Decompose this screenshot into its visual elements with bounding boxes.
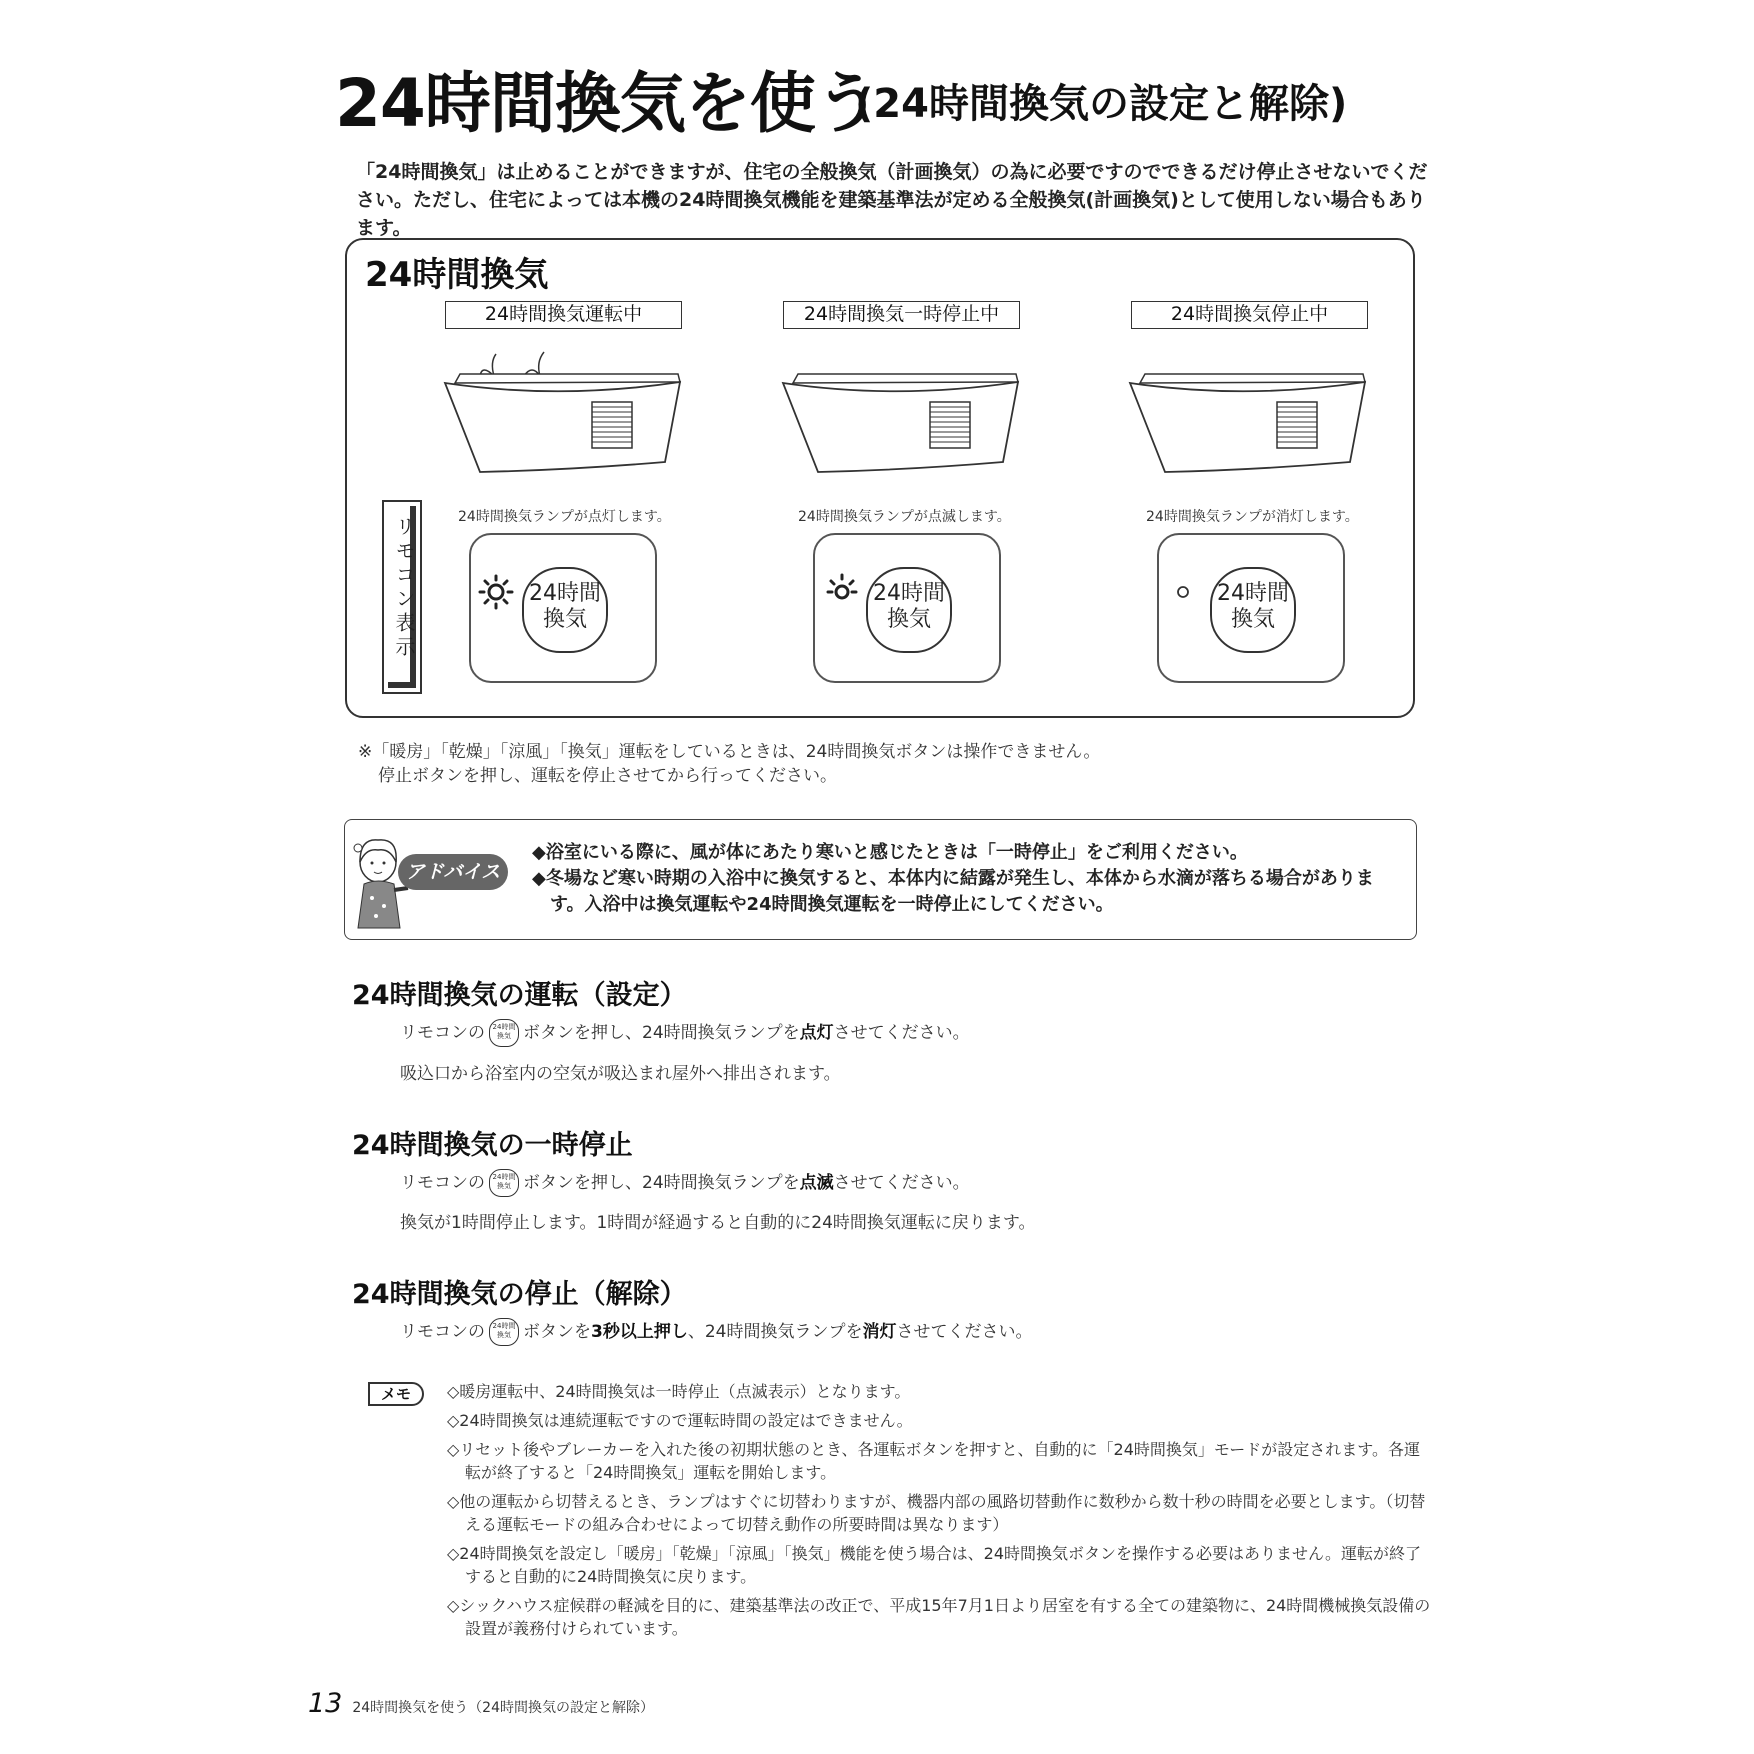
operation-note: ※「暖房」「乾燥」「涼風」「換気」運転をしているときは、24時間換気ボタンは操作できません。 停止ボタンを押し、運転を停止させてから行ってください。 — [358, 742, 1101, 786]
section-run-title: 24時間換気の運転（設定） — [352, 980, 687, 1011]
advice-text: ◆浴室にいる際に、風が体にあたり寒いと感じたときは「一時停止」をご利用ください。 ◆冬場など寒い時期の入浴中に換気すると、本体内に結露が発生し、本体から水滴が落ちる場合があります。入浴中は換気運転や24時間換気運転を一時停止にしてください。 — [532, 842, 1374, 915]
fan-unit-running-illustration — [440, 340, 690, 480]
memo-item: ◇リセット後やブレーカーを入れた後の初期状態のとき、各運転ボタンを押すと、自動的に「24時間換気」モードが設定されます。各運転が終了すると「24時間換気」運転を開始します。 — [447, 1440, 1420, 1482]
remote-24h-button-running[interactable]: 24時間 換気 — [522, 567, 608, 653]
memo-list — [447, 1380, 1432, 1646]
fan-unit-stopped-illustration — [1125, 340, 1375, 480]
section-run-instruction: リモコンの 24時間 換気 ボタンを押し、24時間換気ランプを点灯させてください。 — [400, 1018, 970, 1047]
fan-unit-paused-illustration — [778, 340, 1028, 480]
page-title: 24時間換気を使う — [335, 65, 880, 142]
section-run-note: 吸込口から浴室内の空気が吸込まれ屋外へ排出されます。 — [400, 1064, 841, 1084]
memo-item: ◇24時間換気を設定し「暖房」「乾燥」「涼風」「換気」機能を使う場合は、24時間換気ボタンを操作する必要はありません。運転が終了すると自動的に24時間換気に戻ります。 — [447, 1544, 1421, 1586]
caption-running: 24時間換気ランプが点灯します。 — [458, 509, 671, 525]
page-number: 13 — [308, 1688, 343, 1719]
caption-paused: 24時間換気ランプが点滅します。 — [798, 509, 1011, 525]
panel-title: 24時間換気 — [365, 255, 549, 295]
caption-stopped: 24時間換気ランプが消灯します。 — [1146, 509, 1359, 525]
section-stop-instruction: リモコンの 24時間 換気 ボタンを3秒以上押し、24時間換気ランプを消灯させてください。 — [400, 1317, 1032, 1346]
state-label-running: 24時間換気運転中 — [445, 301, 682, 329]
memo-item: ◇24時間換気は連続運転ですので運転時間の設定はできません。 — [447, 1411, 913, 1430]
lamp-off-icon — [1175, 584, 1191, 600]
intro-text: 「24時間換気」は止めることができますが、住宅の全般換気（計画換気）の為に必要ですのでできるだけ停止させないでください。ただし、住宅によっては本機の24時間換気機能を建築基準法が定める全般換気(計画換気)として使用しない場合もあります。 — [356, 161, 1428, 239]
remote-display-label: リモコン表示 — [382, 500, 422, 694]
state-label-paused: 24時間換気一時停止中 — [783, 301, 1020, 329]
advice-badge: アドバイス — [398, 854, 508, 890]
footer-title: 24時間換気を使う（24時間換気の設定と解除） — [352, 1700, 654, 1716]
memo-item: ◇他の運転から切替えるとき、ランプはすぐに切替わりますが、機器内部の風路切替動作に数秒から数十秒の時間を必要とします。（切替える運転モードの組み合わせによって切替え動作の所要時間は異なります） — [447, 1492, 1426, 1534]
memo-badge: メモ — [368, 1382, 424, 1406]
remote-24h-button-paused[interactable]: 24時間 換気 — [866, 567, 952, 653]
state-label-stopped: 24時間換気停止中 — [1131, 301, 1368, 329]
page-subtitle: (24時間換気の設定と解除) — [855, 81, 1348, 127]
memo-item: ◇シックハウス症候群の軽減を目的に、建築基準法の改正で、平成15年7月1日より居室を有する全ての建築物に、24時間機械換気設備の設置が義務付けられています。 — [447, 1596, 1431, 1638]
section-pause-instruction: リモコンの 24時間 換気 ボタンを押し、24時間換気ランプを点滅させてください。 — [400, 1168, 970, 1197]
section-pause-note: 換気が1時間停止します。1時間が経過すると自動的に24時間換気運転に戻ります。 — [400, 1213, 1036, 1233]
remote-24h-button-stopped[interactable]: 24時間 換気 — [1210, 567, 1296, 653]
mini-24h-button-icon: 24時間 換気 — [489, 1019, 519, 1047]
mini-24h-button-icon: 24時間 換気 — [489, 1169, 519, 1197]
page-footer — [308, 1688, 654, 1719]
memo-item: ◇暖房運転中、24時間換気は一時停止（点滅表示）となります。 — [447, 1382, 911, 1401]
section-pause-title: 24時間換気の一時停止 — [352, 1130, 633, 1161]
mini-24h-button-icon: 24時間 換気 — [489, 1318, 519, 1346]
section-stop-title: 24時間換気の停止（解除） — [352, 1279, 687, 1310]
lamp-blink-icon — [822, 572, 862, 602]
lamp-on-icon — [478, 574, 514, 610]
